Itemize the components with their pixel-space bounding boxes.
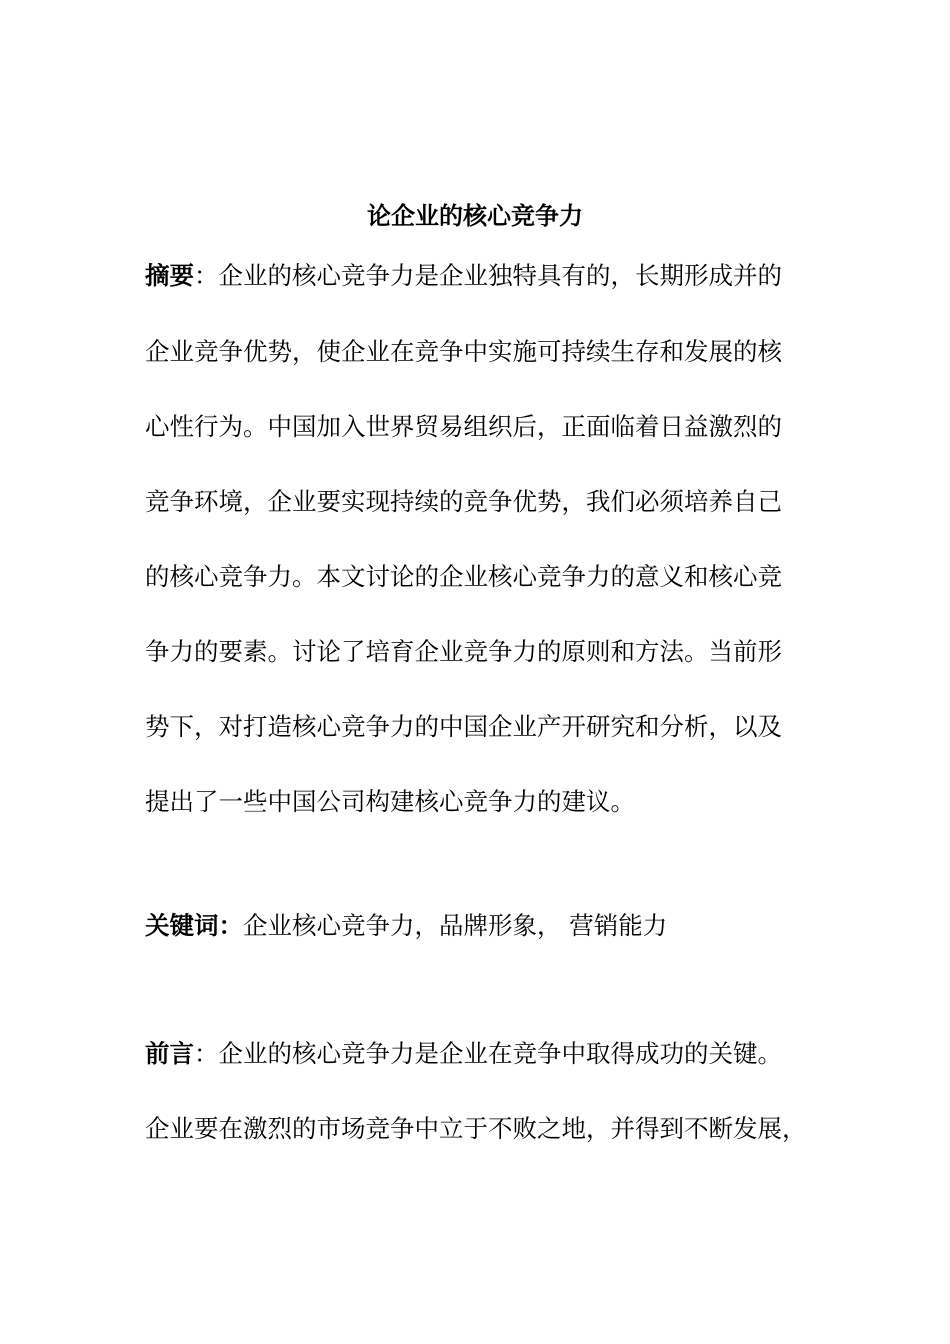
preface-text: 企业的核心竞争力是企业在竞争中取得成功的关键。 <box>218 1039 782 1068</box>
abstract-line-7: 势下，对打造核心竞争力的中国企业产开研究和分析，以及 <box>145 712 782 741</box>
preface-colon: ： <box>194 1039 219 1068</box>
keywords-line <box>145 906 835 946</box>
keywords-label: 关键词 <box>145 911 219 940</box>
preface-line-2: 企业要在激烈的市场竞争中立于不败之地，并得到不断发展， <box>145 1114 807 1143</box>
preface-line-1 <box>145 1034 835 1074</box>
keywords-text: 企业核心竞争力，品牌形象， 营销能力 <box>243 911 668 940</box>
abstract-line-4: 竞争环境，企业要实现持续的竞争优势，我们必须培养自己 <box>145 487 782 516</box>
keywords-colon: ： <box>218 911 243 940</box>
abstract-line-5: 的核心竞争力。本文讨论的企业核心竞争力的意义和核心竞 <box>145 562 782 591</box>
abstract-colon: ： <box>194 261 219 290</box>
abstract-line-3: 心性行为。中国加入世界贸易组织后，正面临着日益激烈的 <box>145 412 782 441</box>
preface-label: 前言 <box>145 1039 194 1068</box>
abstract-line-2: 企业竞争优势，使企业在竞争中实施可持续生存和发展的核 <box>145 337 782 366</box>
abstract-label: 摘要 <box>145 261 194 290</box>
abstract-line-8: 提出了一些中国公司构建核心竞争力的建议。 <box>145 787 635 816</box>
abstract-line-6: 争力的要素。讨论了培育企业竞争力的原则和方法。当前形 <box>145 637 782 666</box>
abstract-text: 企业的核心竞争力是企业独特具有的，长期形成并的 <box>218 261 782 290</box>
document-title: 论企业的核心竞争力 <box>367 201 583 230</box>
abstract-line-1 <box>145 256 835 296</box>
